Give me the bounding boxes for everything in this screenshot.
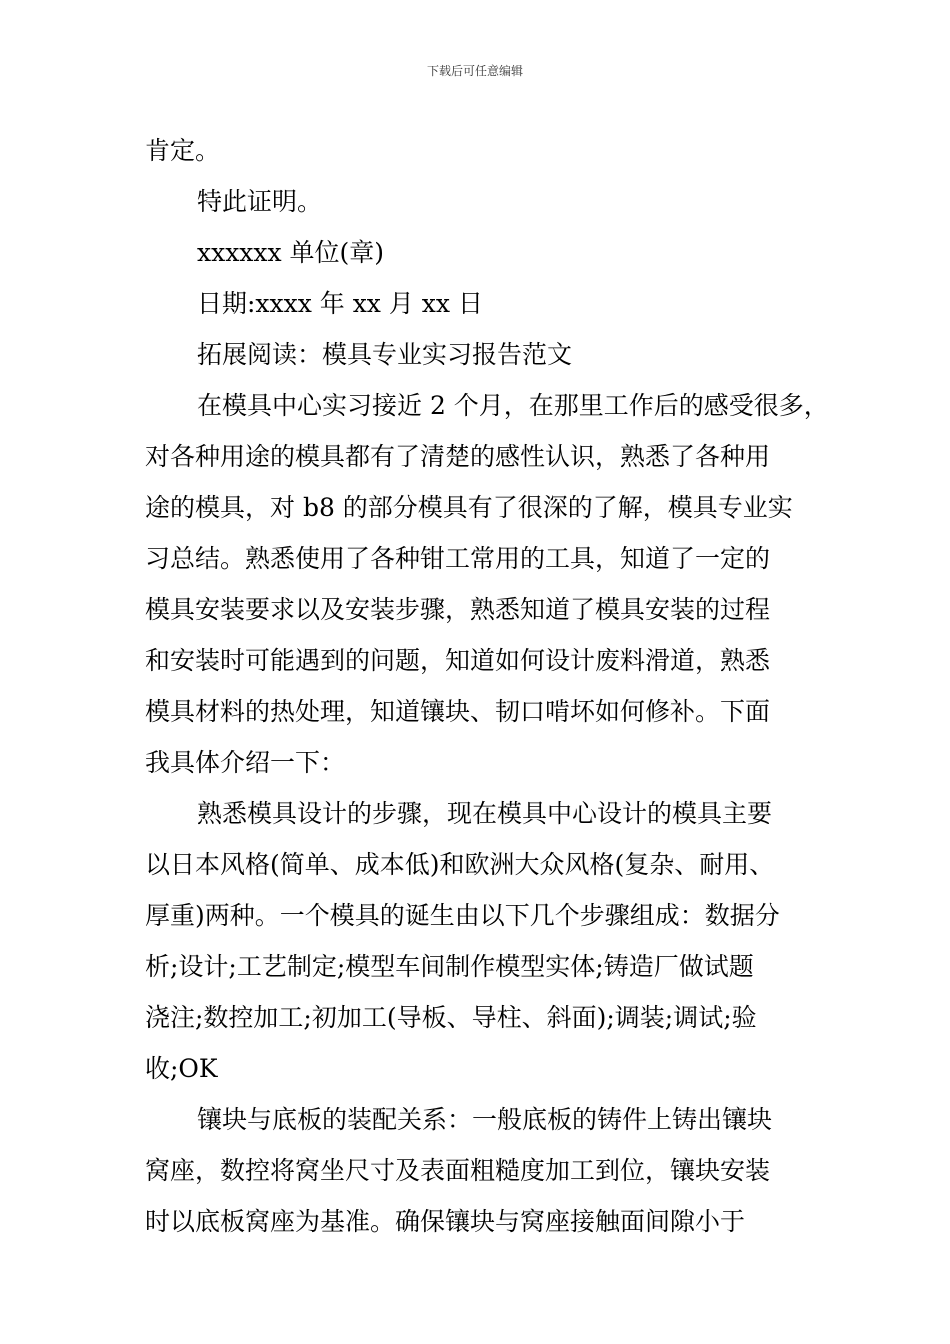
- text-line: 对各种用途的模具都有了清楚的感性认识，熟悉了各种用: [145, 442, 771, 471]
- text-line: 厚重)两种。一个模具的诞生由以下几个步骤组成：数据分: [145, 901, 780, 930]
- text-line: 模具安装要求以及安装步骤，熟悉知道了模具安装的过程: [145, 595, 771, 624]
- text-line: 肯定。: [145, 136, 221, 165]
- text-line: 习总结。熟悉使用了各种钳工常用的工具，知道了一定的: [145, 544, 771, 573]
- text-line: 日期:xxxx 年 xx 月 xx 日: [197, 289, 483, 318]
- paragraph-start: 在模具中心实习接近 2 个月，在那里工作后的感受很多，: [197, 391, 829, 420]
- paragraph-start: 镶块与底板的装配关系：一般底板的铸件上铸出镶块: [197, 1105, 773, 1134]
- paragraph-start: 熟悉模具设计的步骤，现在模具中心设计的模具主要: [197, 799, 773, 828]
- text-line: 浇注;数控加工;初加工(导板、导柱、斜面);调装;调试;验: [145, 1003, 757, 1032]
- text-line: 收;OK: [145, 1054, 218, 1083]
- text-line: 途的模具，对 b8 的部分模具有了很深的了解，模具专业实: [145, 493, 793, 522]
- document-body: [145, 125, 829, 1247]
- page-header: 下载后可任意编辑: [426, 64, 523, 78]
- text-line: 我具体介绍一下：: [145, 748, 346, 777]
- text-line: 拓展阅读：模具专业实习报告范文: [197, 340, 573, 369]
- text-line: 特此证明。: [197, 187, 323, 216]
- text-line: 以日本风格(简单、成本低)和欧洲大众风格(复杂、耐用、: [145, 850, 775, 879]
- text-line: 模具材料的热处理，知道镶块、韧口啃坏如何修补。下面: [145, 697, 771, 726]
- text-line: 时以底板窝座为基准。确保镶块与窝座接触面间隙小于: [145, 1207, 746, 1236]
- text-line: 窝座，数控将窝坐尺寸及表面粗糙度加工到位，镶块安装: [145, 1156, 771, 1185]
- text-line: xxxxxx 单位(章): [197, 238, 385, 267]
- text-line: 析;设计;工艺制定;模型车间制作模型实体;铸造厂做试题: [145, 952, 754, 981]
- text-line: 和安装时可能遇到的问题，知道如何设计废料滑道，熟悉: [145, 646, 771, 675]
